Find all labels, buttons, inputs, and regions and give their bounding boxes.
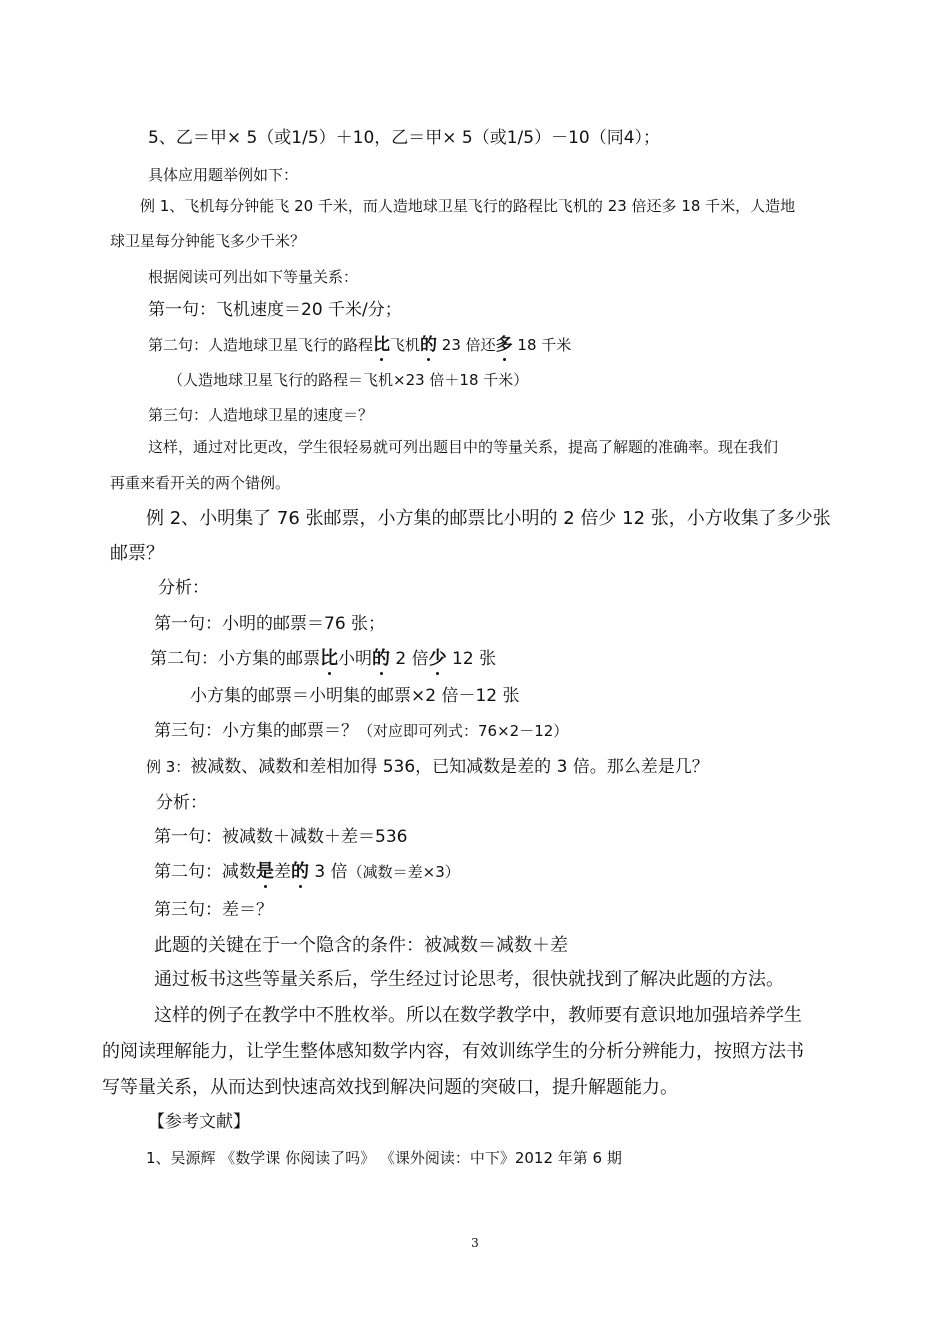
emphasis-mark: 是 — [256, 861, 274, 882]
emphasis-mark: 比 — [320, 648, 338, 669]
equation-line: 小方集的邮票＝小明集的邮票×2 倍－12 张 — [190, 686, 520, 706]
sentence-3 — [154, 723, 568, 740]
sentence-2-part: 23 倍还 — [437, 336, 496, 354]
paragraph-summary: 这样，通过对比更改，学生很轻易就可列出题目中的等量关系，提高了解题的准确率。现在我们 — [148, 438, 779, 456]
sentence-2-part: 3 倍 — [309, 862, 348, 882]
paragraph-conclusion-cont: 写等量关系，从而达到快速高效找到解决问题的突破口，提升解题能力。 — [102, 1077, 678, 1098]
emphasis-mark: 的 — [372, 648, 390, 669]
sentence-3-text: 第三句：小方集的邮票＝？ — [154, 721, 358, 741]
references-heading: 【参考文献】 — [148, 1112, 250, 1132]
paragraph-method: 通过板书这些等量关系后，学生经过讨论思考，很快就找到了解决此题的方法。 — [154, 969, 784, 990]
example-3-text — [146, 759, 709, 776]
example-3-label: 例 3： — [146, 758, 191, 776]
sentence-2-part: 2 倍 — [390, 649, 429, 669]
sentence-2-part: 12 张 — [446, 649, 497, 669]
sentence-1: 第一句：被减数＋减数＋差＝536 — [154, 827, 408, 847]
emphasis-mark: 的 — [291, 861, 309, 882]
analysis-label: 分析： — [158, 578, 209, 598]
example-2-text-cont: 邮票？ — [110, 543, 164, 564]
reference-item: 1、吴源辉 《数学课 你阅读了吗》 《课外阅读：中下》2012 年第 6 期 — [146, 1149, 622, 1167]
analysis-label: 分析： — [156, 793, 207, 813]
emphasis-mark: 多 — [495, 335, 513, 355]
emphasis-mark: 的 — [420, 335, 438, 355]
emphasis-mark: 比 — [373, 335, 391, 355]
sentence-2-part: 第二句：减数 — [154, 862, 256, 882]
sentence-2-part: 第二句：人造地球卫星飞行的路程 — [148, 336, 374, 354]
example-1-text: 例 1、飞机每分钟能飞 20 千米，而人造地球卫星飞行的路程比飞机的 23 倍还多 18 千米，人造地 — [140, 197, 796, 215]
example-2-text: 例 2、小明集了 76 张邮票，小方集的邮票比小明的 2 倍少 12 张，小方收集了多少张 — [146, 508, 831, 529]
sentence-2-part: 第二句：小方集的邮票 — [150, 649, 320, 669]
formula-line: 5、乙＝甲× 5（或1/5）＋10，乙＝甲× 5（或1/5）－10（同4）； — [148, 128, 661, 148]
formula-note: （对应即可列式：76×2－12） — [358, 722, 569, 740]
sentence-1: 第一句：小明的邮票＝76 张； — [154, 614, 386, 634]
formula-note: （减数＝差×3） — [347, 863, 460, 881]
sentence-2-part: 飞机 — [390, 336, 421, 354]
sentence-2-part: 差 — [274, 862, 291, 882]
sentence-2-part: 小明 — [338, 649, 372, 669]
example-3-body: 被减数、减数和差相加得 536，已知减数是差的 3 倍。那么差是几？ — [190, 757, 709, 777]
equation-line: （人造地球卫星飞行的路程＝飞机×23 倍＋18 千米） — [168, 371, 529, 389]
sentence-1: 第一句：飞机速度＝20 千米/分； — [148, 300, 402, 320]
paragraph-conclusion-cont: 的阅读理解能力，让学生整体感知数学内容，有效训练学生的分析分辨能力，按照方法书 — [102, 1041, 804, 1062]
example-1-text-cont: 球卫星每分钟能飞多少千米？ — [110, 232, 306, 250]
sentence-2 — [154, 863, 460, 881]
paragraph-relation: 根据阅读可列出如下等量关系： — [148, 268, 359, 286]
emphasis-mark: 少 — [428, 648, 447, 669]
paragraph-intro: 具体应用题举例如下： — [148, 166, 299, 184]
sentence-2 — [148, 337, 571, 354]
paragraph-key: 此题的关键在于一个隐含的条件：被减数＝减数＋差 — [154, 935, 568, 956]
sentence-3: 第三句：差＝？ — [154, 900, 273, 920]
paragraph-summary-cont: 再重来看开关的两个错例。 — [110, 474, 291, 492]
paragraph-conclusion: 这样的例子在教学中不胜枚举。所以在数学教学中，教师要有意识地加强培养学生 — [154, 1005, 802, 1026]
sentence-2-part: 18 千米 — [512, 336, 572, 354]
page-number: 3 — [471, 1236, 479, 1250]
sentence-2 — [150, 650, 496, 668]
sentence-3: 第三句：人造地球卫星的速度＝？ — [148, 406, 374, 424]
